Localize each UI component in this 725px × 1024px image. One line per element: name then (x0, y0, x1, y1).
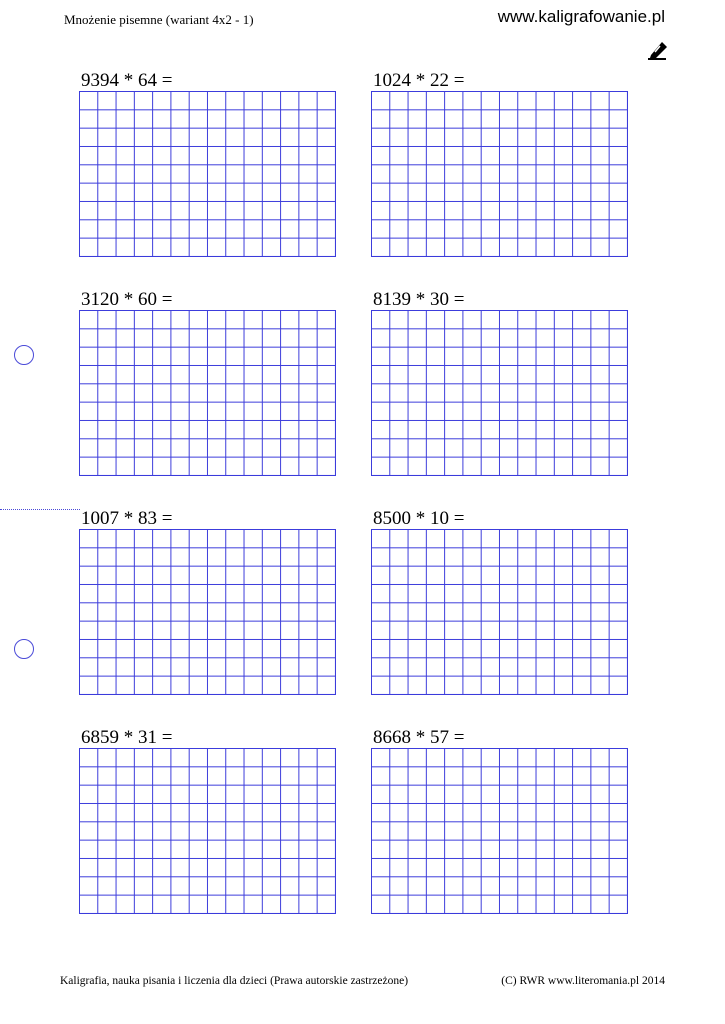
punch-hole-bottom (14, 639, 34, 659)
answer-grid[interactable] (79, 91, 336, 257)
problem-expression: 3120 * 60 = (81, 289, 173, 310)
answer-grid[interactable] (79, 310, 336, 476)
answer-grid[interactable] (371, 529, 628, 695)
problem-expression: 8668 * 57 = (373, 727, 465, 748)
problem-expression: 1024 * 22 = (373, 70, 465, 91)
page-title: Mnożenie pisemne (wariant 4x2 - 1) (64, 12, 254, 27)
problem-expression: 6859 * 31 = (81, 727, 173, 748)
footer-right: (C) RWR www.literomania.pl 2014 (501, 975, 665, 987)
answer-grid[interactable] (79, 529, 336, 695)
punch-hole-top (14, 345, 34, 365)
fold-line (0, 509, 80, 510)
answer-grid[interactable] (79, 748, 336, 914)
problem-expression: 8500 * 10 = (373, 508, 465, 529)
pen-icon (646, 38, 670, 62)
footer-left: Kaligrafia, nauka pisania i liczenia dla dzieci (Prawa autorskie zastrzeżone) (60, 975, 409, 987)
answer-grid[interactable] (371, 748, 628, 914)
answer-grid[interactable] (371, 91, 628, 257)
site-url: www.kaligrafowanie.pl (497, 7, 665, 26)
problem-expression: 1007 * 83 = (81, 508, 173, 529)
problem-expression: 9394 * 64 = (81, 70, 173, 91)
problem-expression: 8139 * 30 = (373, 289, 465, 310)
answer-grid[interactable] (371, 310, 628, 476)
